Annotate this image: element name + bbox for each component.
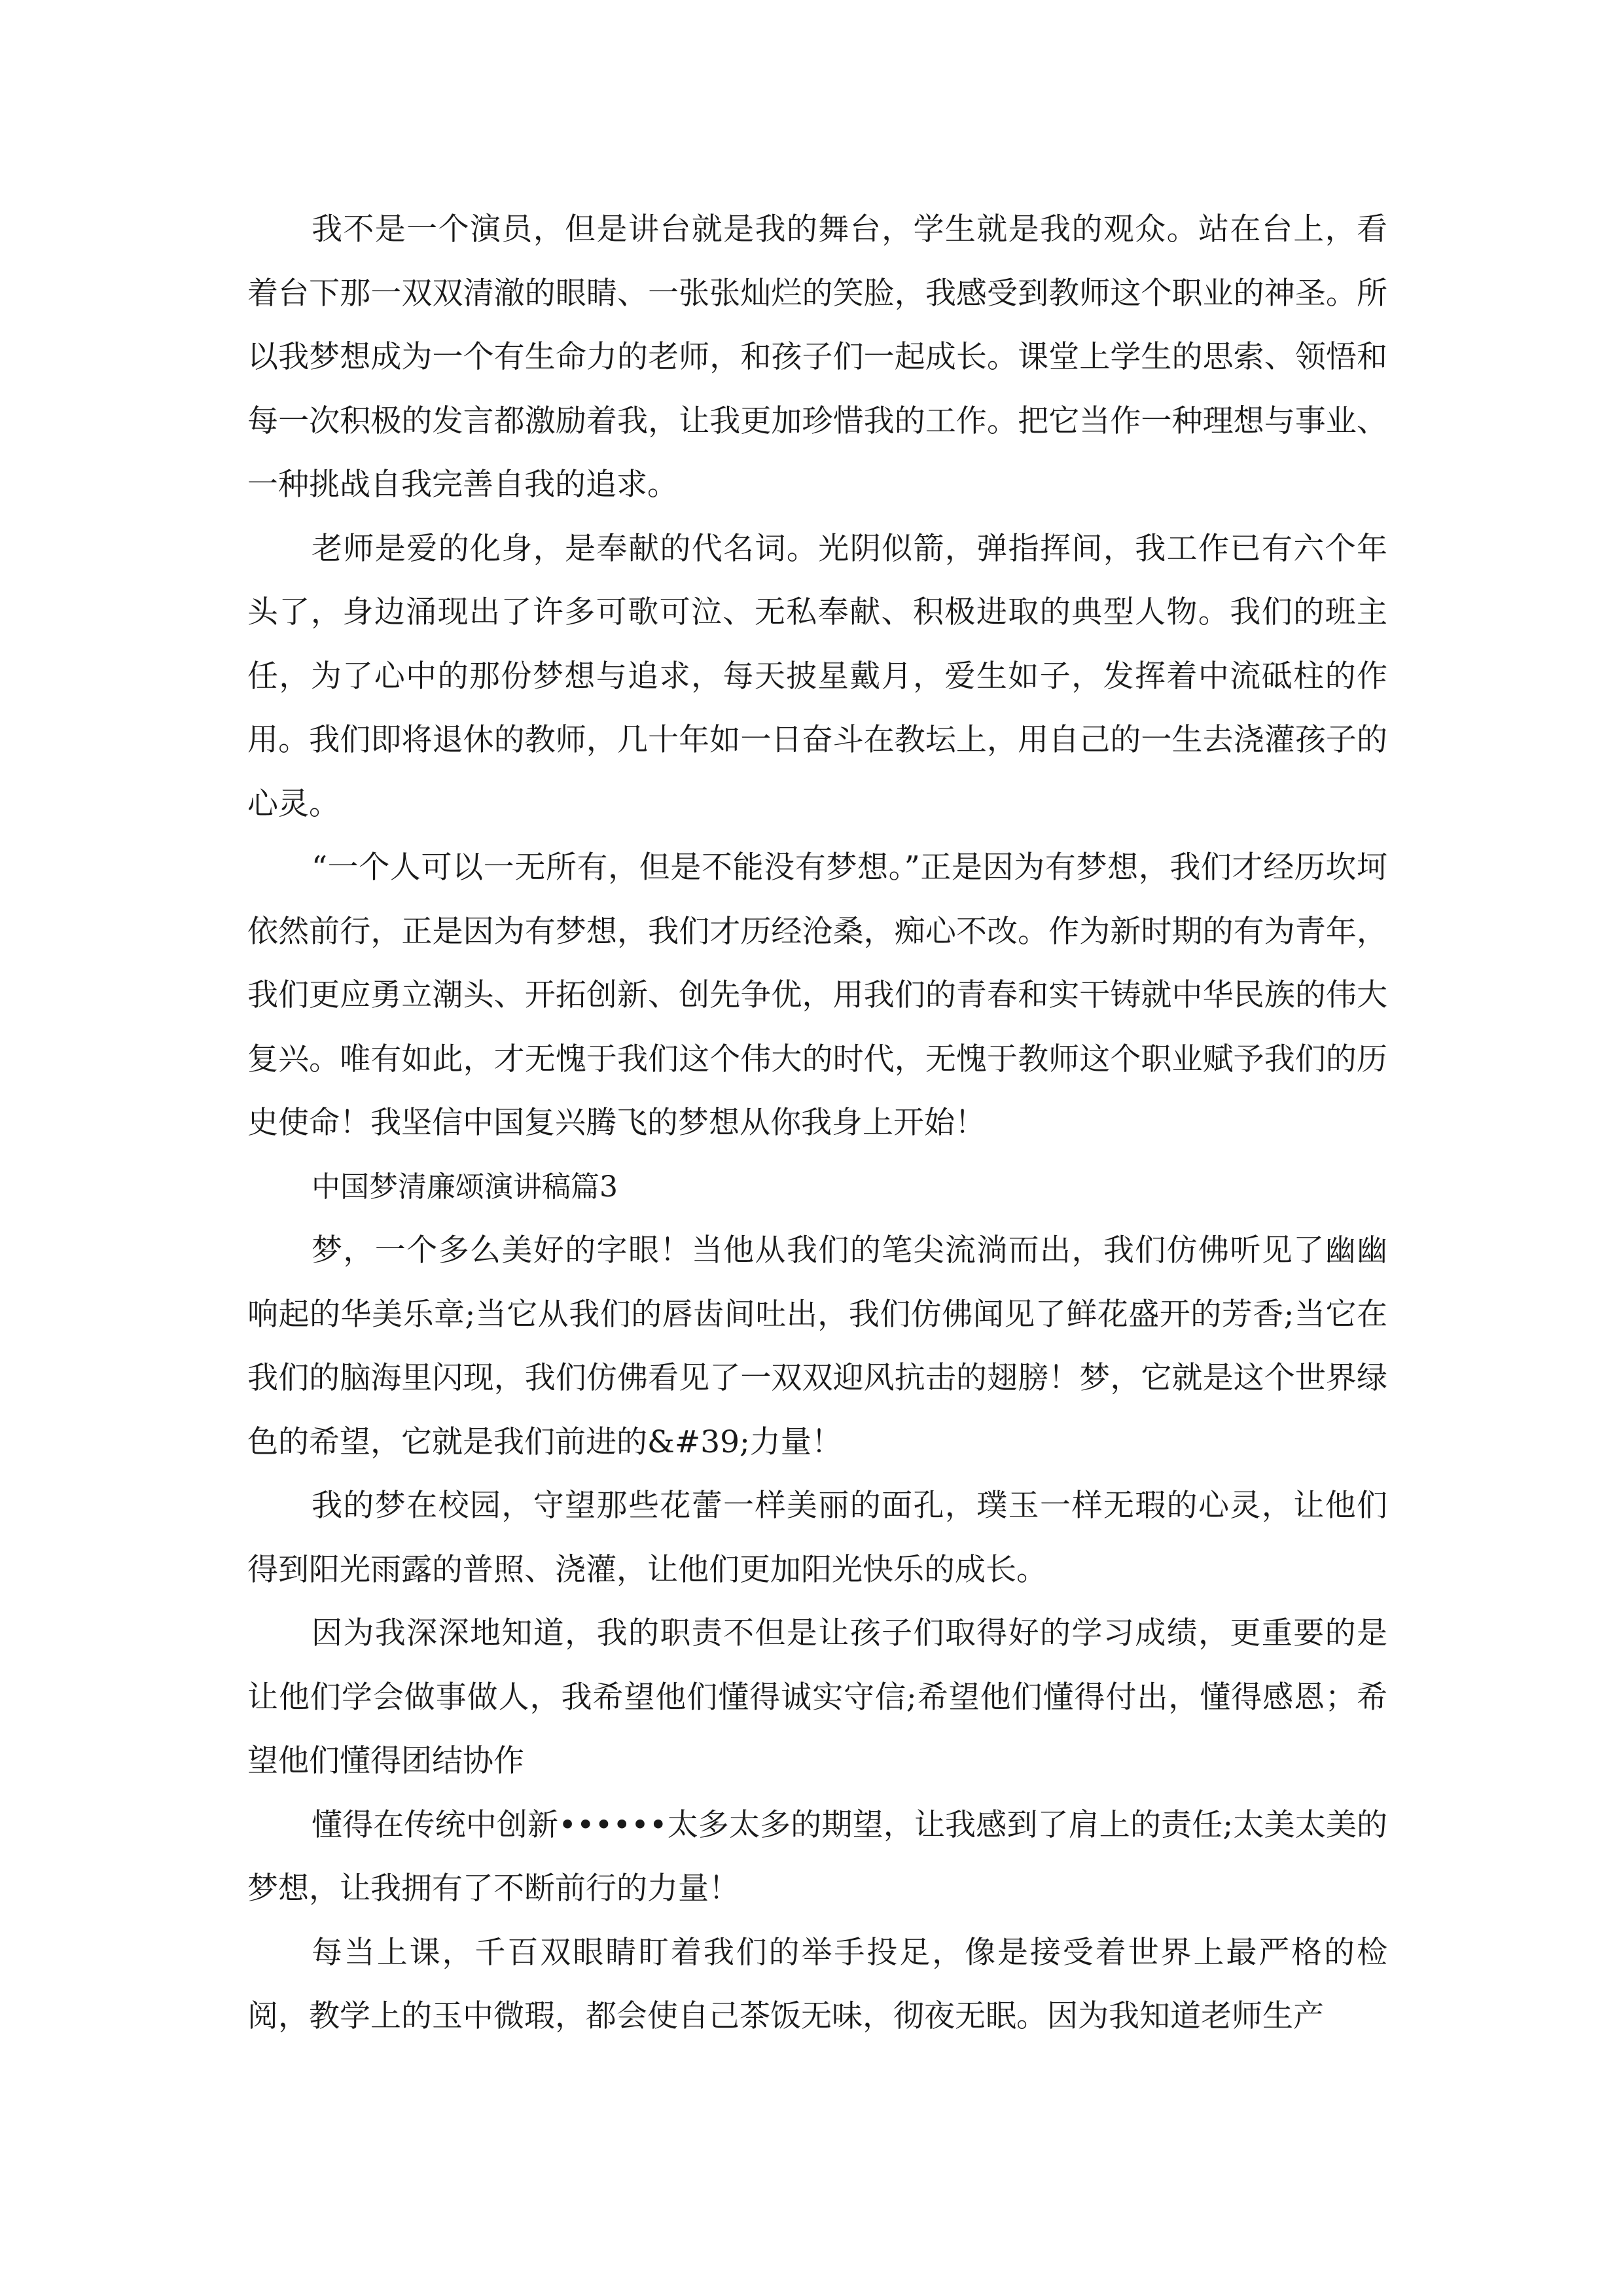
document-body: [247, 198, 1387, 2049]
paragraph-dream-word: 梦，一个多么美好的字眼！当他从我们的笔尖流淌而出，我们仿佛听见了幽幽响起的华美乐章;当它从我们的唇齿间吐出，我们仿佛闻见了鲜花盛开的芳香;当它在我们的脑海里闪现，我们仿佛看见了一双双迎风抗击的翅膀！梦，它就是这个世界绿色的希望，它就是我们前进的&#39;力量！: [247, 1232, 1387, 1460]
paragraph-classroom: 每当上课，千百双眼睛盯着我们的举手投足，像是接受着世界上最严格的检阅，教学上的玉中微瑕，都会使自己茶饭无味，彻夜无眠。因为我知道老师生产: [247, 1934, 1387, 2034]
section-heading: 中国梦清廉颂演讲稿篇3: [312, 1170, 618, 1204]
paragraph-dream-quote: “一个人可以一无所有，但是不能没有梦想。”正是因为有梦想，我们才经历坎坷依然前行，正是因为有梦想，我们才历经沧桑，痴心不改。作为新时期的有为青年，我们更应勇立潮头、开拓创新、创先争优，用我们的青春和实干铸就中华民族的伟大复兴。唯有如此，才无愧于我们这个伟大的时代，无愧于教师这个职业赋予我们的历史使命！我坚信中国复兴腾飞的梦想从你我身上开始！: [247, 850, 1387, 1141]
paragraph-innovation: 懂得在传统中创新••••••太多太多的期望，让我感到了肩上的责任;太美太美的梦想，让我拥有了不断前行的力量！: [247, 1806, 1387, 1907]
paragraph-teacher-dedication: 老师是爱的化身，是奉献的代名词。光阴似箭，弹指挥间，我工作已有六个年头了，身边涌现出了许多可歌可泣、无私奉献、积极进取的典型人物。我们的班主任，为了心中的那份梦想与追求，每天披星戴月，爱生如子，发挥着中流砥柱的作用。我们即将退休的教师，几十年如一日奋斗在教坛上，用自己的一生去浇灌孩子的心灵。: [247, 530, 1387, 822]
paragraph-duty: 因为我深深地知道，我的职责不但是让孩子们取得好的学习成绩，更重要的是让他们学会做事做人，我希望他们懂得诚实守信;希望他们懂得付出，懂得感恩；希望他们懂得团结协作: [247, 1615, 1387, 1779]
paragraph-speaker-stage: 我不是一个演员，但是讲台就是我的舞台，学生就是我的观众。站在台上，看着台下那一双双清澈的眼睛、一张张灿烂的笑脸，我感受到教师这个职业的神圣。所以我梦想成为一个有生命力的老师，和孩子们一起成长。课堂上学生的思索、领悟和每一次积极的发言都激励着我，让我更加珍惜我的工作。把它当作一种理想与事业、一种挑战自我完善自我的追求。: [247, 211, 1387, 503]
paragraph-campus-dream: 我的梦在校园，守望那些花蕾一样美丽的面孔，璞玉一样无瑕的心灵，让他们得到阳光雨露的普照、浇灌，让他们更加阳光快乐的成长。: [247, 1488, 1387, 1588]
